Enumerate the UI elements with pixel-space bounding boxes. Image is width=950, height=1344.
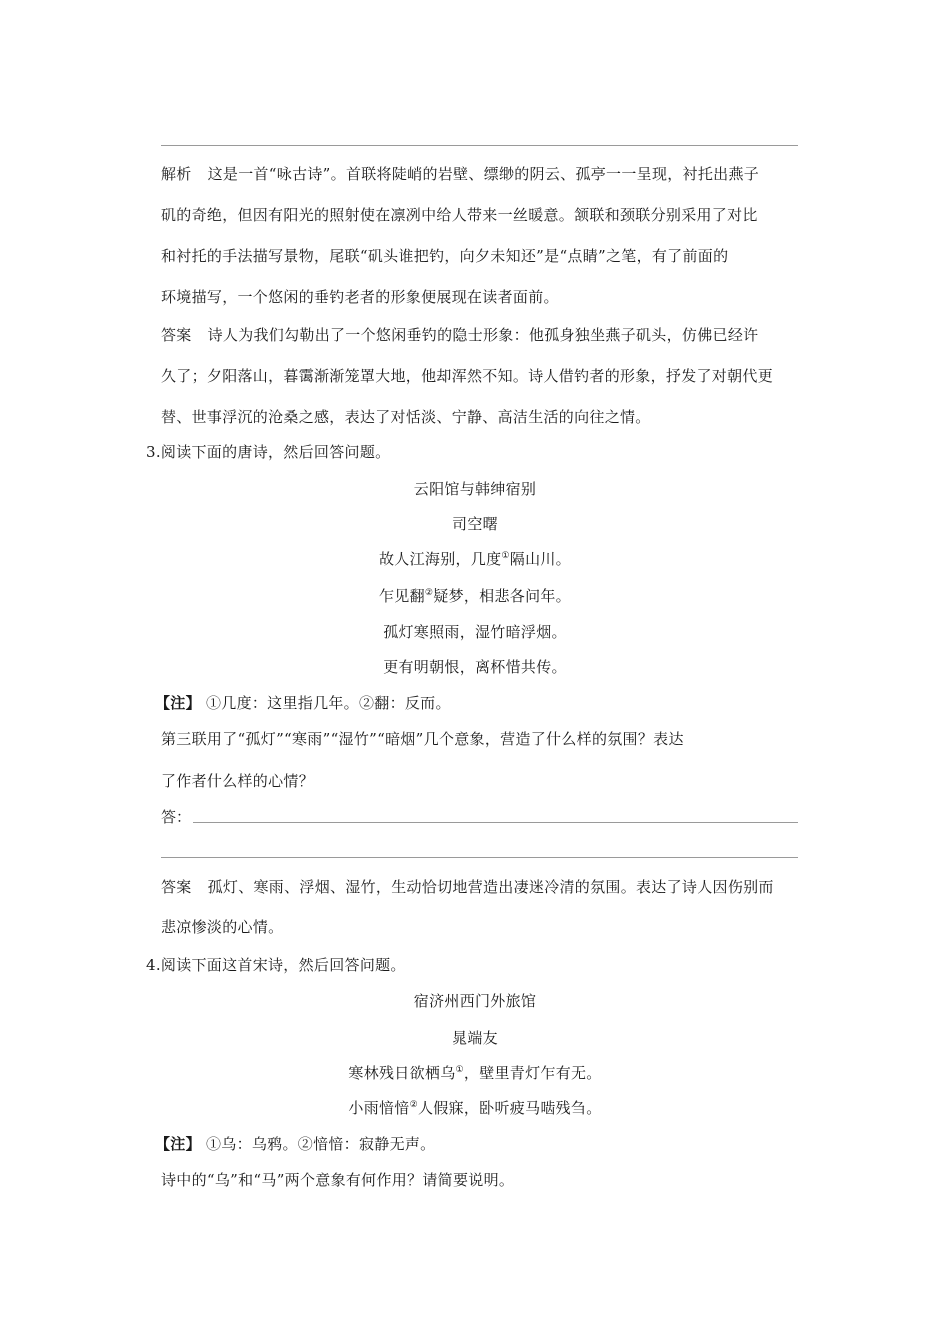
question-4-stem: 4.阅读下面这首宋诗，然后回答问题。	[146, 956, 406, 974]
analysis-line-3: 和衬托的手法描写景物，尾联“矶头谁把钓，向夕未知还”是“点睛”之笔，有了前面的	[161, 247, 729, 265]
question-3-answer-line-2: 悲凉惨淡的心情。	[161, 918, 284, 936]
analysis-tag: 解析	[161, 165, 192, 183]
question-3-answer-line-1: 答案 孤灯、寒雨、浮烟、湿竹，生动恰切地营造出凄迷冷清的氛围。表达了诗人因伤别而	[161, 878, 774, 896]
answer-tag: 答案	[161, 878, 192, 896]
poem-4-note: 【注】 ①乌：乌鸦。②愔愔：寂静无声。	[155, 1135, 436, 1153]
poem-4-verse-1: 寒林残日欲栖乌①，壁里青灯乍有无。	[348, 1064, 602, 1082]
poem-3-verse-4: 更有明朝恨，离杯惜共传。	[383, 658, 567, 676]
poem-3-verse-1: 故人江海别，几度①隔山川。	[379, 550, 571, 568]
note-tag: 【注】	[155, 694, 201, 712]
question-4-prompt: 诗中的“乌”和“马”两个意象有何作用？请简要说明。	[161, 1171, 515, 1189]
answer-tag: 答案	[161, 326, 192, 344]
analysis-line-2: 矶的奇绝，但因有阳光的照射使在凛冽中给人带来一丝暖意。颔联和颈联分别采用了对比	[161, 206, 758, 224]
poem-3-author: 司空曙	[452, 515, 498, 533]
question-3-prompt-line-1: 第三联用了“孤灯”“寒雨”“湿竹”“暗烟”几个意象，营造了什么样的氛围？表达	[161, 730, 684, 748]
analysis-line-4: 环境描写，一个悠闲的垂钓老者的形象便展现在读者面前。	[161, 288, 559, 306]
poem-3-title: 云阳馆与韩绅宿别	[413, 480, 537, 498]
poem-4-title: 宿济州西门外旅馆	[413, 992, 537, 1010]
answer-line-3: 替、世事浮沉的沧桑之感，表达了对恬淡、宁静、高洁生活的向往之情。	[161, 408, 651, 426]
poem-3-verse-3: 孤灯寒照雨，湿竹暗浮烟。	[383, 623, 567, 641]
poem-3-verse-2: 乍见翻②疑梦，相悲各问年。	[379, 587, 571, 605]
blank-answer-line	[161, 145, 798, 146]
poem-3-note: 【注】 ①几度：这里指几年。②翻：反而。	[155, 694, 451, 712]
answer-line-1: 答案 诗人为我们勾勒出了一个悠闲垂钓的隐士形象：他孤身独坐燕子矶头，仿佛已经许	[161, 326, 759, 344]
poem-4-author: 晁端友	[452, 1029, 498, 1047]
analysis-line-1: 解析 这是一首“咏古诗”。首联将陡峭的岩壁、缥缈的阴云、孤亭一一呈现，衬托出燕子	[161, 165, 760, 183]
answer-line-2: 久了；夕阳落山，暮霭渐渐笼罩大地，他却浑然不知。诗人借钓者的形象，抒发了对朝代更	[161, 367, 774, 385]
poem-4-verse-2: 小雨愔愔②人假寐，卧听疲马啮残刍。	[348, 1099, 602, 1117]
note-tag: 【注】	[155, 1135, 201, 1153]
answer-input-line-1[interactable]	[193, 822, 798, 823]
answer-input-line-2[interactable]	[161, 857, 798, 858]
question-3-prompt-line-2: 了作者什么样的心情？	[161, 772, 315, 790]
question-3-stem: 3.阅读下面的唐诗，然后回答问题。	[146, 443, 391, 461]
answer-label: 答：	[161, 808, 192, 826]
